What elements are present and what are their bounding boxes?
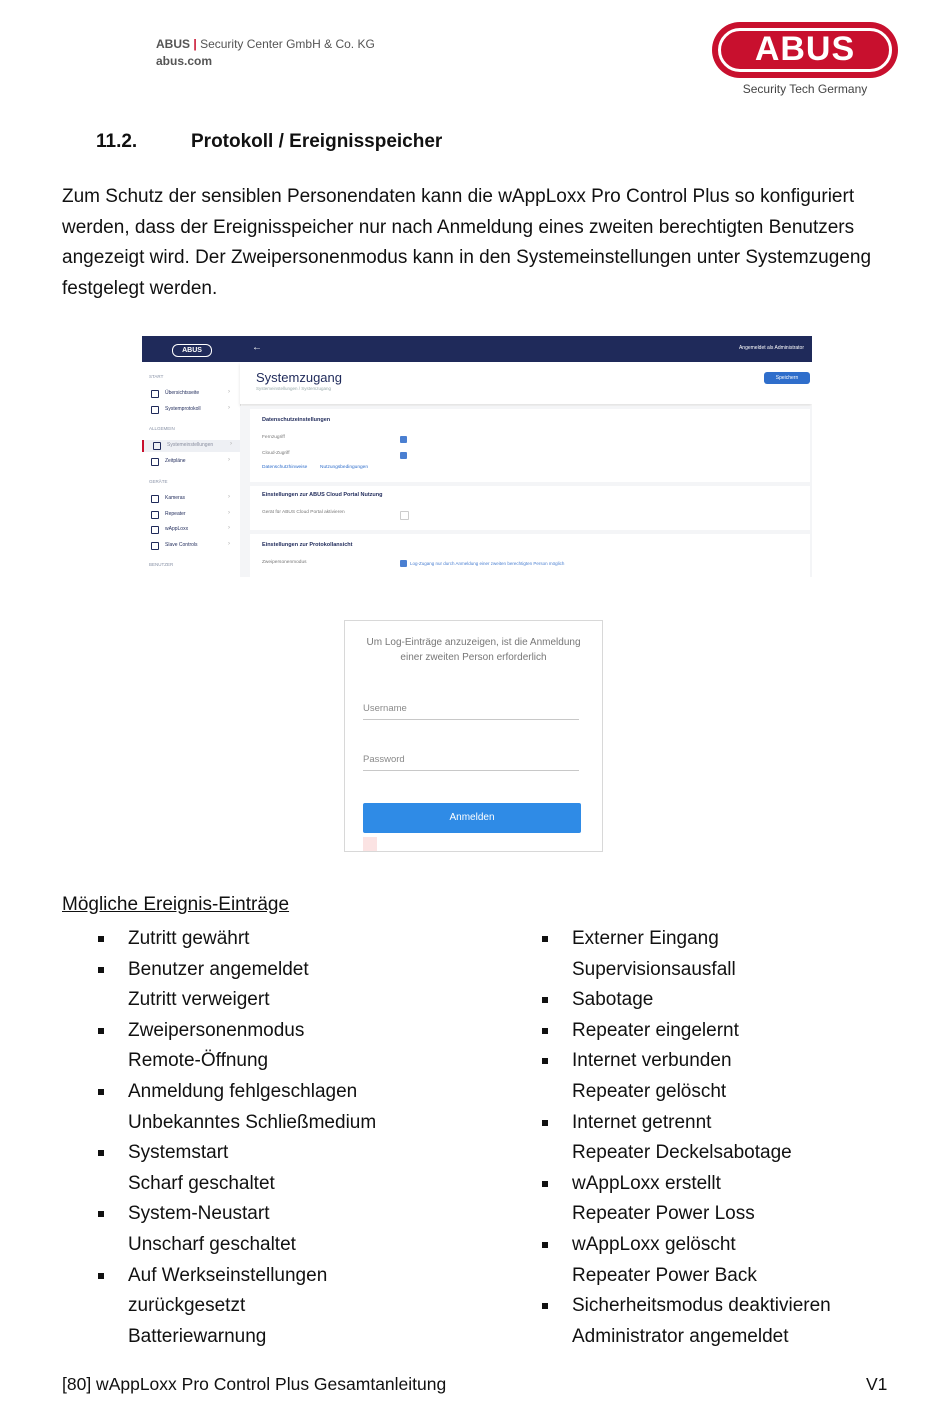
- cloud-access-label: Cloud-Zugriff: [262, 451, 290, 456]
- event-item: [96, 1230, 516, 1261]
- event-item: [96, 1169, 516, 1200]
- event-item-text: Zweipersonenmodus: [128, 1019, 305, 1041]
- footer-version: V1: [866, 1374, 888, 1394]
- privacy-card: [250, 409, 810, 482]
- home-icon: [151, 390, 159, 398]
- event-item-text: Sabotage: [572, 989, 654, 1011]
- app-sidebar: [142, 336, 241, 577]
- event-item-text: Unscharf geschaltet: [128, 1233, 296, 1255]
- event-item-text: Zutritt gewährt: [128, 928, 250, 949]
- event-item-text: Remote-Öffnung: [128, 1050, 269, 1072]
- list-icon: [151, 406, 159, 414]
- event-item: [96, 955, 516, 986]
- sidebar-item-systemeinstellungen[interactable]: Systemeinstellungen ›: [142, 440, 242, 452]
- cloud-portal-card-title: Einstellungen zur ABUS Cloud Portal Nutzung: [262, 492, 383, 498]
- event-item-text: Repeater Deckelsabotage: [572, 1142, 792, 1164]
- device-icon: [151, 542, 159, 550]
- login-button[interactable]: Anmelden: [363, 803, 581, 833]
- sidebar-item-wapploxx[interactable]: wAppLoxx ›: [142, 524, 240, 536]
- password-input[interactable]: Password: [363, 754, 579, 771]
- sidebar-section-benutzer: BENUTZER: [149, 562, 174, 567]
- app-screenshot: [142, 336, 812, 577]
- event-item: [96, 1291, 516, 1322]
- footer-title: [80] wAppLoxx Pro Control Plus Gesamtanleitung: [62, 1374, 447, 1394]
- bullet-icon: [542, 1303, 548, 1309]
- event-item-text: Zutritt verweigert: [128, 989, 270, 1011]
- event-item: [540, 1261, 920, 1292]
- company-website: abus.com: [156, 54, 213, 68]
- event-item: [540, 1138, 920, 1169]
- remote-access-label: Fernzugriff: [262, 435, 285, 440]
- two-person-label: Zweipersonenmodus: [262, 560, 307, 565]
- event-item: [96, 1199, 516, 1230]
- bullet-icon: [98, 936, 104, 942]
- arrow-left-icon[interactable]: ←: [252, 342, 262, 353]
- settings-body: [240, 406, 812, 577]
- cloud-portal-card: [250, 486, 810, 530]
- event-item: [540, 1046, 920, 1077]
- sidebar-item-uebersicht[interactable]: Übersichtsseite ›: [142, 388, 240, 400]
- event-item: [96, 924, 516, 955]
- sidebar-item-slave-controls[interactable]: Slave Controls ›: [142, 540, 240, 552]
- logo-text: ABUS: [754, 30, 856, 68]
- event-item-text: Benutzer angemeldet: [128, 958, 309, 980]
- repeater-icon: [151, 511, 159, 519]
- abus-logo: [712, 22, 902, 96]
- bullet-icon: [98, 1028, 104, 1034]
- event-item: [96, 1138, 516, 1169]
- bullet-icon: [98, 1089, 104, 1095]
- event-item: [540, 1108, 920, 1139]
- sidebar-item-kameras[interactable]: Kameras ›: [142, 493, 240, 505]
- event-item: [540, 1077, 920, 1108]
- event-item-text: Repeater Power Loss: [572, 1203, 755, 1225]
- sidebar-item-repeater[interactable]: Repeater ›: [142, 509, 240, 521]
- company-brand: ABUS: [156, 37, 191, 51]
- event-item: [540, 1322, 920, 1353]
- event-item: [540, 1199, 920, 1230]
- sidebar-section-allgemein: ALLGEMEIN: [149, 426, 175, 431]
- event-item-text: Internet verbunden: [572, 1050, 732, 1072]
- privacy-card-title: Datenschutzeinstellungen: [262, 417, 331, 423]
- event-item: [96, 1016, 516, 1047]
- terms-link[interactable]: Nutzungsbedingungen: [320, 465, 369, 470]
- event-item-text: Unbekanntes Schließmedium: [128, 1111, 377, 1133]
- bullet-icon: [542, 1181, 548, 1187]
- sidebar-item-zeitplaene[interactable]: Zeitpläne ›: [142, 456, 240, 468]
- event-item-text: Auf Werkseinstellungen: [128, 1264, 328, 1286]
- event-item-text: Systemstart: [128, 1142, 229, 1164]
- bullet-icon: [542, 1120, 548, 1126]
- privacy-notice-link[interactable]: Datenschutzhinweise: [262, 465, 308, 470]
- event-item-text: Scharf geschaltet: [128, 1172, 275, 1194]
- breadcrumb: Systemeinstellungen / Systemzugang: [256, 386, 332, 391]
- event-item: [96, 985, 516, 1016]
- cloud-portal-checkbox[interactable]: [400, 511, 409, 520]
- event-item: [540, 1169, 920, 1200]
- event-item-text: System-Neustart: [128, 1203, 270, 1225]
- logo-tagline: Security Tech Germany: [742, 82, 868, 96]
- sidebar-item-systemprotokoll[interactable]: Systemprotokoll ›: [142, 404, 240, 416]
- app-logo: ABUS: [172, 344, 212, 357]
- event-item: [540, 955, 920, 986]
- user-menu[interactable]: Angemeldet als Administrator: [738, 345, 804, 351]
- intro-paragraph: Zum Schutz der sensiblen Personendaten kann die wAppLoxx Pro Control Plus so konfiguriert werden, dass der Ereignisspeicher nur nach Anmeldung eines zweiten berechtigten Benutzers angezeigt wird. Der Zweipersonenmodus kann in den Systemeinstellungen unter Systemzugeng festgelegt werden.: [62, 186, 872, 299]
- two-person-note: Log-Zugang nur durch Anmeldung einer zweiten berechtigten Person möglich: [410, 561, 565, 566]
- event-item: [96, 1077, 516, 1108]
- page-header: [240, 362, 812, 404]
- bullet-icon: [542, 1058, 548, 1064]
- second-person-login: [344, 620, 603, 852]
- events-list-left: [96, 924, 516, 1352]
- calendar-icon: [151, 458, 159, 466]
- event-item: [96, 1261, 516, 1292]
- bullet-icon: [98, 1150, 104, 1156]
- cloud-portal-label: Gerät für ABUS Cloud Portal aktivieren: [262, 510, 345, 515]
- event-item: [96, 1046, 516, 1077]
- event-item: [96, 1108, 516, 1139]
- event-item-text: Repeater Power Back: [572, 1264, 757, 1286]
- save-button[interactable]: Speichern: [764, 372, 810, 384]
- log-view-card: [250, 534, 810, 577]
- event-item-text: Externer Eingang: [572, 928, 719, 949]
- page-title: Systemzugang: [256, 370, 342, 385]
- bullet-icon: [542, 1028, 548, 1034]
- two-person-checkbox[interactable]: [400, 560, 407, 567]
- bullet-icon: [542, 997, 548, 1003]
- company-name: Security Center GmbH & Co. KG: [200, 37, 375, 51]
- event-item-text: Batteriewarnung: [128, 1325, 267, 1347]
- bullet-icon: [98, 1273, 104, 1279]
- event-item: [540, 1291, 920, 1322]
- bullet-icon: [98, 967, 104, 973]
- remote-access-checkbox[interactable]: [400, 436, 407, 443]
- event-item: [540, 1016, 920, 1047]
- event-item-text: Supervisionsausfall: [572, 958, 736, 980]
- cloud-access-checkbox[interactable]: [400, 452, 407, 459]
- event-item-text: Repeater gelöscht: [572, 1080, 727, 1102]
- login-message: Um Log-Einträge anzuzeigen, ist die Anmeldung einer zweiten Person erforderlich: [366, 637, 581, 663]
- gear-icon: [153, 442, 161, 450]
- event-item-text: wAppLoxx erstellt: [572, 1172, 721, 1194]
- company-info: ABUS | Security Center GmbH & Co. KG abus.com: [156, 37, 375, 68]
- event-item-text: Repeater eingelernt: [572, 1019, 739, 1041]
- username-input[interactable]: Username: [363, 703, 579, 720]
- event-item-text: Administrator angemeldet: [572, 1325, 789, 1347]
- bullet-icon: [542, 1242, 548, 1248]
- section-number: 11.2.: [96, 131, 138, 152]
- event-item: [540, 1230, 920, 1261]
- events-heading: Mögliche Ereignis-Einträge: [62, 894, 290, 915]
- section-title: Protokoll / Ereignisspeicher: [191, 131, 443, 152]
- events-list-right: [540, 924, 920, 1352]
- log-view-card-title: Einstellungen zur Protokollansicht: [262, 542, 353, 548]
- event-item-text: Internet getrennt: [572, 1111, 712, 1133]
- event-item: [540, 924, 920, 955]
- sidebar-section-geraete: GERÄTE: [149, 479, 168, 484]
- event-item-text: zurückgesetzt: [128, 1295, 246, 1317]
- event-item: [96, 1322, 516, 1353]
- event-item-text: Sicherheitsmodus deaktivieren: [572, 1295, 831, 1317]
- bullet-icon: [542, 936, 548, 942]
- event-item-text: wAppLoxx gelöscht: [572, 1233, 736, 1255]
- key-icon: [151, 526, 159, 534]
- event-item-text: Anmeldung fehlgeschlagen: [128, 1080, 358, 1102]
- app-topbar: [240, 336, 812, 362]
- sidebar-section-start: START: [149, 374, 164, 379]
- camera-icon: [151, 495, 159, 503]
- bullet-icon: [98, 1211, 104, 1217]
- event-item: [540, 985, 920, 1016]
